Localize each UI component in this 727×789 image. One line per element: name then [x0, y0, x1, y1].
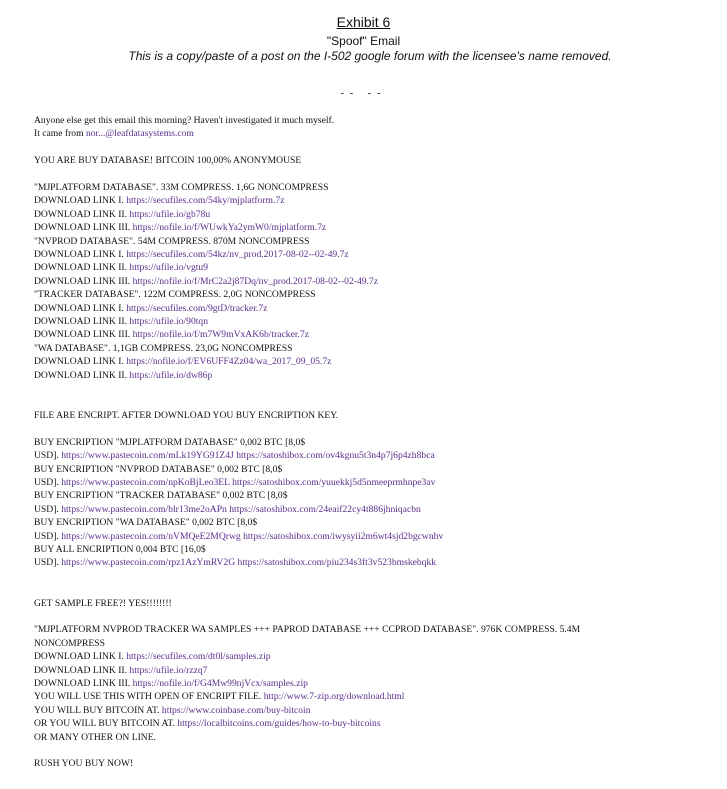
download-link[interactable]: https://ufile.io/vgtu9	[129, 262, 209, 274]
download-line	[34, 315, 724, 328]
encryption-links-line	[34, 556, 724, 569]
database-title: "WA DATABASE". 1,1GB COMPRESS. 23,0G NONCOMPRESS	[34, 342, 293, 354]
encryption-links-line	[34, 503, 724, 516]
satoshibox-link[interactable]: https://satoshibox.com/iwysyii2m6wt4sjd2bgcwnhv	[243, 530, 444, 542]
instruction-line	[34, 731, 724, 744]
satoshibox-link[interactable]: https://satoshibox.com/piu234s3ft3v523bmskebqkk	[237, 557, 437, 569]
instruction-text: YOU WILL BUY BITCOIN AT.	[34, 704, 162, 716]
encryption-prefix: USD].	[34, 450, 62, 462]
download-line	[34, 650, 724, 663]
download-link[interactable]: https://ufile.io/dw86p	[129, 369, 213, 381]
pastecoin-link[interactable]: https://www.pastecoin.com/mLk19YG91Z4J	[61, 450, 234, 462]
exhibit-note: This is a copy/paste of a post on the I-502 google forum with the licensee's name removed.	[128, 49, 612, 63]
instruction-line	[34, 704, 724, 717]
download-line	[34, 208, 724, 221]
pastecoin-link[interactable]: https://www.pastecoin.com/blr13me2oAPn	[61, 503, 227, 515]
download-link[interactable]: https://nofile.io/f/m7W9mVxAK6b/tracker.7z	[132, 329, 309, 341]
sender-email-link[interactable]: nor...@leafdatasystems.com	[85, 128, 194, 140]
encryption-prefix: USD].	[34, 557, 62, 569]
download-label: DOWNLOAD LINK III.	[34, 677, 133, 689]
intro-line: Anyone else get this email this morning? Haven't investigated it much myself.	[34, 115, 335, 126]
instruction-text: YOU WILL USE THIS WITH OPEN OF ENCRIPT FILE.	[34, 691, 264, 703]
samples-title-cont: NONCOMPRESS	[34, 637, 105, 649]
download-label: DOWNLOAD LINK II.	[34, 262, 130, 274]
encryption-prefix: USD].	[34, 503, 62, 515]
satoshibox-link[interactable]: https://satoshibox.com/24eaif22cy4t886jhniqacbn	[229, 503, 421, 515]
download-label: DOWNLOAD LINK II.	[34, 316, 130, 328]
download-line	[34, 664, 724, 677]
download-line	[34, 275, 724, 288]
database-title: "TRACKER DATABASE". 122M COMPRESS. 2,0G NONCOMPRESS	[34, 289, 316, 301]
download-link[interactable]: https://nofile.io/f/WUwkYa2ymW0/mjplatform.7z	[132, 222, 327, 234]
download-line	[34, 261, 724, 274]
download-label: DOWNLOAD LINK II.	[34, 208, 130, 220]
encryption-title: BUY ENCRIPTION "WA DATABASE" 0,002 BTC [8,0$	[34, 517, 258, 529]
download-line	[34, 369, 724, 382]
download-label: DOWNLOAD LINK II.	[34, 664, 130, 676]
download-label: DOWNLOAD LINK I.	[34, 302, 127, 314]
encryption-links-line	[34, 530, 724, 543]
intro-source-prefix: It came from	[34, 128, 86, 140]
download-link[interactable]: https://secufiles.com/dt0l/samples.zip	[126, 651, 271, 663]
sample-headline: GET SAMPLE FREE?! YES!!!!!!!!	[34, 597, 172, 609]
database-title: "MJPLATFORM DATABASE". 33M COMPRESS. 1,6G NONCOMPRESS	[34, 182, 329, 193]
download-line	[34, 248, 724, 261]
download-link[interactable]: https://nofile.io/f/MrC2a2j87Dq/nv_prod.2017-08-02--02-49.7z	[132, 275, 378, 287]
download-line	[34, 302, 724, 315]
satoshibox-link[interactable]: https://satoshibox.com/ov4kgnu5t3n4p7j6p4zh8bca	[236, 450, 435, 462]
download-link[interactable]: https://secufiles.com/54kz/nv_prod.2017-08-02--02-49.7z	[126, 249, 349, 261]
encryption-title: BUY ENCRIPTION "MJPLATFORM DATABASE" 0,002 BTC [8,0$	[34, 436, 306, 448]
download-link[interactable]: https://ufile.io/rzzq7	[129, 664, 208, 676]
coinbase-link[interactable]: https://www.coinbase.com/buy-bitcoin	[161, 704, 311, 716]
email-body	[34, 114, 724, 771]
instruction-text: OR MANY OTHER ON LINE.	[34, 731, 156, 743]
exhibit-title: Exhibit 6	[336, 14, 391, 30]
download-label: DOWNLOAD LINK I.	[34, 195, 127, 207]
download-label: DOWNLOAD LINK I.	[34, 249, 127, 261]
satoshibox-link[interactable]: https://satoshibox.com/yuuekkj5d5nmeeprmhnpe3av	[232, 476, 436, 488]
localbitcoins-link[interactable]: https://localbitcoins.com/guides/how-to-buy-bitcoins	[177, 718, 381, 730]
encryption-links-line	[34, 476, 724, 489]
headline: YOU ARE BUY DATABASE! BITCOIN 100,00% ANONYMOUSE	[34, 155, 302, 167]
pastecoin-link[interactable]: https://www.pastecoin.com/rpz1AzYmRV2G	[61, 557, 236, 569]
download-line	[34, 328, 724, 341]
download-link[interactable]: https://secufiles.com/54ky/mjplatform.7z	[126, 195, 285, 207]
encryption-prefix: USD].	[34, 530, 62, 542]
7zip-download-link[interactable]: http://www.7-zip.org/download.html	[263, 691, 405, 703]
download-label: DOWNLOAD LINK III.	[34, 329, 133, 341]
download-line	[34, 677, 724, 690]
download-link[interactable]: https://nofile.io/f/G4Mw99njVcx/samples.zip	[132, 677, 308, 689]
pastecoin-link[interactable]: https://www.pastecoin.com/nVMQeE2MQrwg	[61, 530, 241, 542]
instruction-line	[34, 690, 724, 703]
encryption-links-line	[34, 449, 724, 462]
download-link[interactable]: https://ufile.io/90tqn	[129, 316, 209, 328]
closing-line: RUSH YOU BUY NOW!	[34, 758, 134, 770]
download-line	[34, 355, 724, 368]
download-label: DOWNLOAD LINK III.	[34, 222, 133, 234]
encrypt-notice: FILE ARE ENCRIPT. AFTER DOWNLOAD YOU BUY ENCRIPTION KEY.	[34, 409, 339, 421]
database-title: "NVPROD DATABASE". 54M COMPRESS. 870M NONCOMPRESS	[34, 235, 310, 247]
intro-source-line	[34, 127, 724, 140]
encryption-prefix: USD].	[34, 476, 62, 488]
download-link[interactable]: https://ufile.io/gb78u	[129, 208, 211, 220]
download-link[interactable]: https://secufiles.com/9gtD/tracker.7z	[126, 302, 268, 314]
download-label: DOWNLOAD LINK I.	[34, 651, 127, 663]
download-link[interactable]: https://nofile.io/f/EV6UFF4Zz04/wa_2017_09_05.7z	[126, 356, 332, 368]
download-label: DOWNLOAD LINK I.	[34, 356, 127, 368]
download-label: DOWNLOAD LINK II.	[34, 369, 130, 381]
encryption-title: BUY ENCRIPTION "NVPROD DATABASE" 0,002 BTC [8,0$	[34, 463, 283, 475]
instruction-text: OR YOU WILL BUY BITCOIN AT.	[34, 718, 178, 730]
exhibit-subtitle: "Spoof" Email	[326, 34, 401, 48]
separator: -- --	[340, 88, 387, 99]
download-line	[34, 221, 724, 234]
pastecoin-link[interactable]: https://www.pastecoin.com/npKoBjLeo3EL	[61, 476, 230, 488]
encryption-title: BUY ALL ENCRIPTION 0,004 BTC [16,0$	[34, 543, 206, 555]
instruction-line	[34, 717, 724, 730]
samples-title: "MJPLATFORM NVPROD TRACKER WA SAMPLES +++ PAPROD DATABASE +++ CCPROD DATABASE". 976K COMPRESS. 5.4M	[34, 624, 581, 636]
download-line	[34, 194, 724, 207]
encryption-title: BUY ENCRIPTION "TRACKER DATABASE" 0,002 BTC [8,0$	[34, 490, 288, 502]
download-label: DOWNLOAD LINK III.	[34, 275, 133, 287]
